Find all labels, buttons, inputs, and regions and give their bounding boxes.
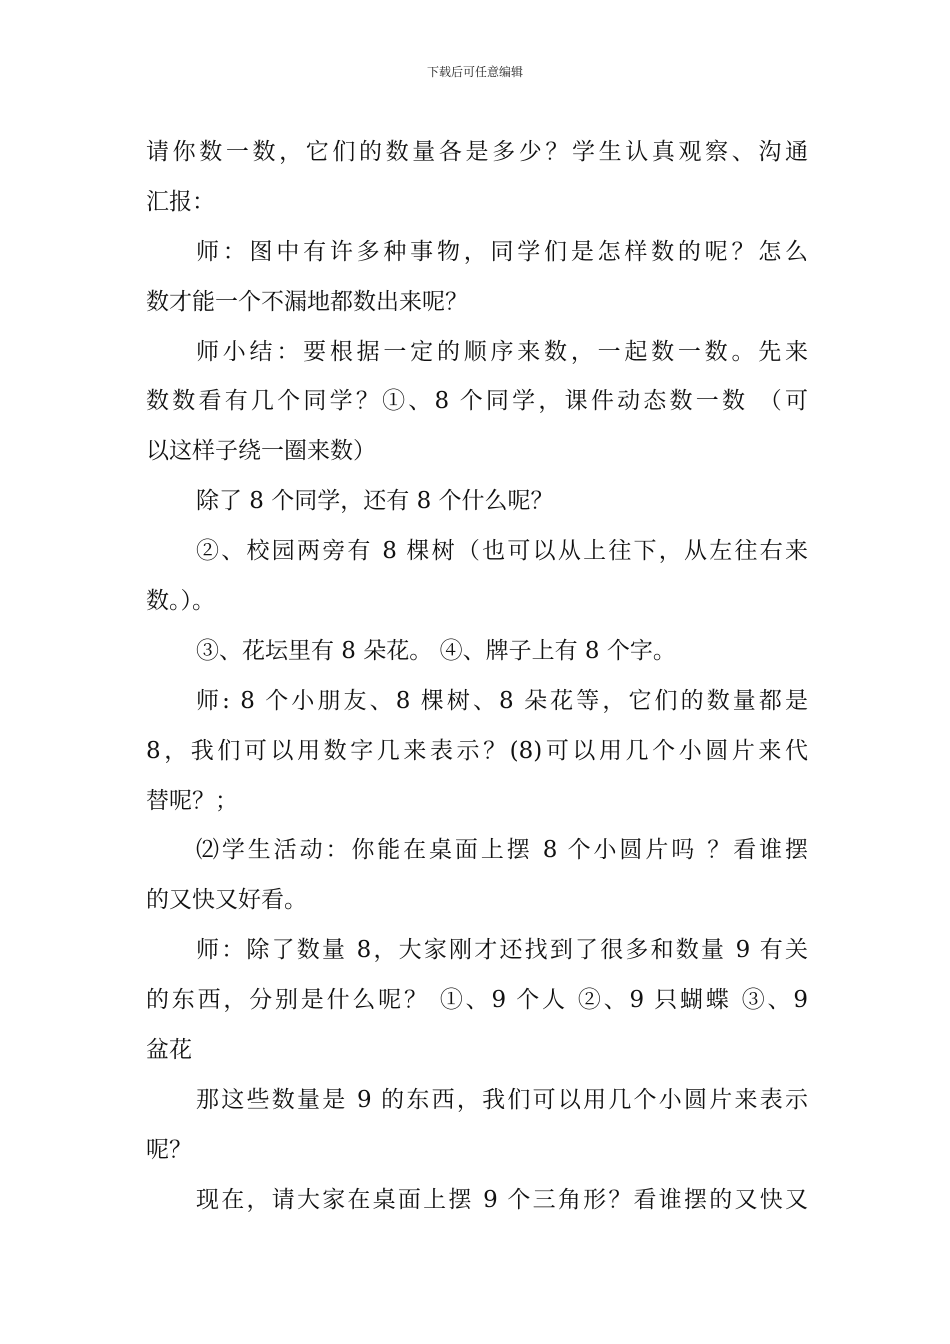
text-line: 请你数一数，它们的数量各是多少？学生认真观察、沟通: [146, 139, 808, 165]
text-line: 的又快又好看。: [146, 887, 307, 914]
text-line: 师：图中有许多种事物，同学们是怎样数的呢？怎么: [196, 238, 808, 265]
text-line: 师: 8 个小朋友、8 棵树、8 朵花等，它们的数量都是: [196, 687, 808, 714]
document-body: [146, 128, 808, 1226]
text-line: 除了 8 个同学，还有 8 个什么呢？: [196, 488, 554, 515]
text-line: 数才能一个不漏地都数出来呢？: [146, 288, 468, 315]
text-line: ②、校园两旁有 8 棵树（也可以从上往下，从左往右来: [196, 538, 808, 565]
text-line: 盆花: [146, 1037, 192, 1064]
page-header: 下载后可任意编辑: [426, 65, 523, 79]
text-line: 替呢？；: [146, 787, 238, 814]
text-line: 汇报：: [146, 188, 215, 215]
text-line: ⑵学生活动：你能在桌面上摆 8 个小圆片吗 ？看谁摆: [196, 837, 808, 864]
text-line: 师小结：要根据一定的顺序来数，一起数一数。先来: [196, 338, 808, 365]
text-line: 师：除了数量 8，大家刚才还找到了很多和数量 9 有关: [196, 937, 808, 964]
text-line: 呢？: [146, 1136, 192, 1163]
text-line: 现在，请大家在桌面上摆 9 个三角形？看谁摆的又快又: [196, 1186, 808, 1213]
text-line: ③、花坛里有 8 朵花。 ④、牌子上有 8 个字。: [196, 637, 676, 664]
text-line: 数数看有几个同学？①、8 个同学，课件动态数一数 （可: [146, 388, 808, 415]
text-line: 那这些数量是 9 的东西，我们可以用几个小圆片来表示: [196, 1086, 808, 1113]
text-line: 8，我们可以用数字几来表示？(8)可以用几个小圆片来代: [146, 737, 808, 764]
text-line: 以这样子绕一圈来数）: [146, 438, 376, 465]
text-line: 的东西，分别是什么呢？ ①、9 个人 ②、9 只蝴蝶 ③、9: [146, 987, 808, 1014]
text-line: 数。）。: [146, 588, 215, 615]
